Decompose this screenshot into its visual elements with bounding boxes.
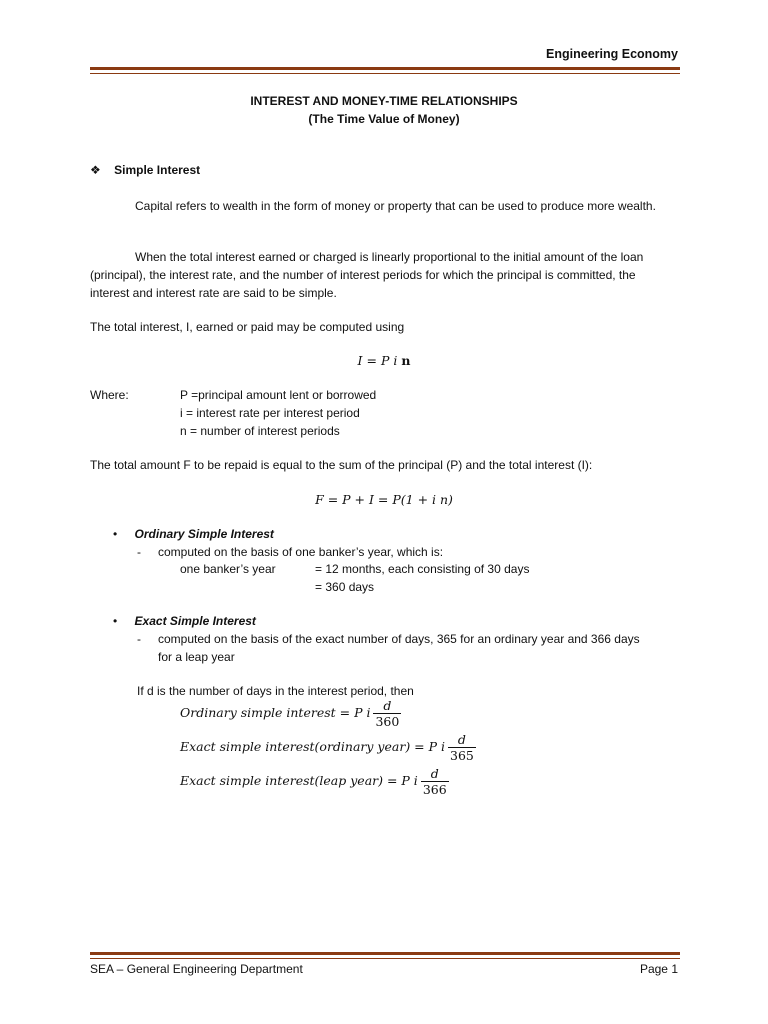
header-title: Engineering Economy <box>546 47 678 61</box>
section-heading-text: Simple Interest <box>114 163 201 177</box>
diamond-bullet-icon: ❖ <box>90 163 101 177</box>
paragraph-total-interest: The total interest, I, earned or paid may be computed using <box>90 320 405 334</box>
section-heading <box>90 163 200 177</box>
where-item-p: P =principal amount lent or borrowed <box>180 388 377 402</box>
footer-department: SEA – General Engineering Department <box>90 962 303 976</box>
ordinary-eq1: = 12 months, each consisting of 30 days <box>315 562 530 576</box>
header-rule-thick <box>90 67 680 70</box>
bullet-icon: • <box>113 614 118 628</box>
formulas-intro: If d is the number of days in the interest period, then <box>137 684 414 698</box>
footer-rule-thin <box>90 958 680 959</box>
formula-exact-leap-year: Exact simple interest(leap year) = P i $\frac{d}{366}$ <box>180 766 447 797</box>
ordinary-label: one banker’s year <box>180 562 276 576</box>
footer-page-number: Page 1 <box>639 962 678 976</box>
paragraph-total-amount: The total amount F to be repaid is equal to the sum of the principal (P) and the total interest (I): <box>90 458 593 472</box>
ordinary-eq2: = 360 days <box>315 580 375 594</box>
bullet-icon: • <box>113 527 118 541</box>
doc-title: INTEREST AND MONEY-TIME RELATIONSHIPS <box>250 94 518 108</box>
bullet-ordinary <box>113 527 274 541</box>
formula-ordinary-simple: Ordinary simple interest = P i $\frac{d}{360}$ <box>180 698 400 729</box>
exact-title: Exact Simple Interest <box>134 614 256 628</box>
paragraph-simple-definition: When the total interest earned or charged is linearly proportional to the initial amount of the loan (principal), the interest rate, and the number of interest periods for which the principal is committed, the interest and interest rate are said to be simple. <box>90 250 644 300</box>
where-label: Where: <box>90 388 129 402</box>
ordinary-desc: computed on the basis of one banker’s year, which is: <box>158 545 444 559</box>
exact-dash: - <box>137 632 141 646</box>
exact-desc-line2: for a leap year <box>158 650 235 664</box>
where-item-i: i = interest rate per interest period <box>180 406 360 420</box>
doc-subtitle: (The Time Value of Money) <box>308 112 460 126</box>
ordinary-dash: - <box>137 545 141 559</box>
formula-exact-ordinary-year: Exact simple interest(ordinary year) = P i $\frac{d}{365}$ <box>180 732 474 763</box>
bullet-exact <box>113 614 256 628</box>
formula-amount: F = P + I = P(1 + i n) <box>315 492 453 507</box>
paragraph-capital: Capital refers to wealth in the form of money or property that can be used to produce more wealth. <box>135 199 656 213</box>
where-item-n: n = number of interest periods <box>180 424 340 438</box>
header-rule-thin <box>90 73 680 74</box>
ordinary-title: Ordinary Simple Interest <box>134 527 274 541</box>
formula-interest: I = P i n <box>357 353 411 368</box>
footer-rule-thick <box>90 952 680 955</box>
exact-desc-line1: computed on the basis of the exact number of days, 365 for an ordinary year and 366 days <box>158 632 640 646</box>
